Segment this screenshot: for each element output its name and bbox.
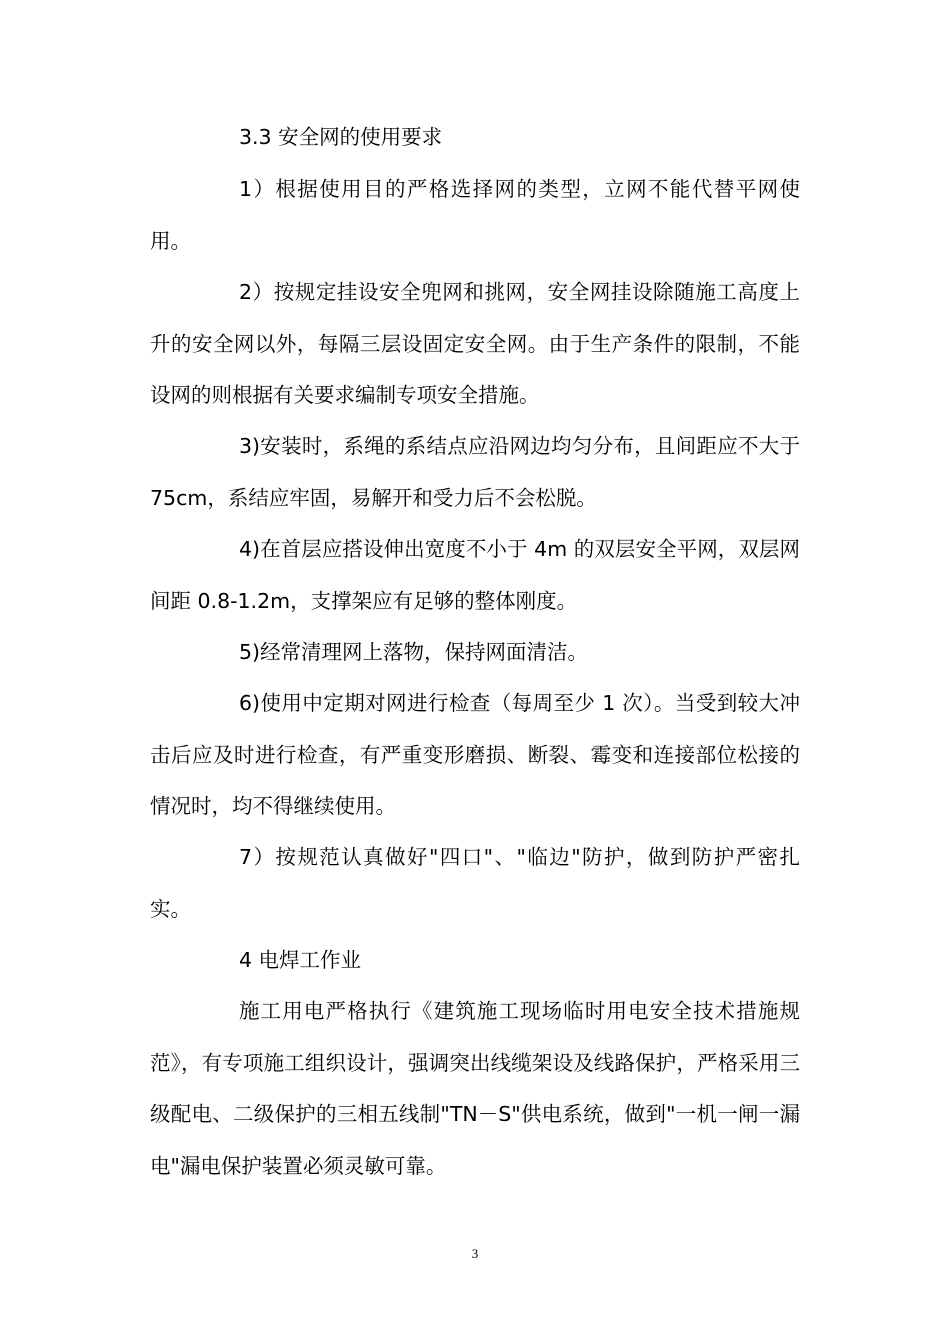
paragraph-item-7: 7）按规范认真做好"四口"、"临边"防护，做到防护严密扎实。 (150, 845, 800, 921)
section-heading-3-3: 3.3 安全网的使用要求 (239, 125, 443, 149)
paragraph-item-3: 3)安装时，系绳的系结点应沿网边均匀分布，且间距应不大于 75cm，系结应牢固，易解开和受力后不会松脱。 (150, 434, 800, 510)
page-number: 3 (471, 1246, 479, 1261)
paragraph-electrical: 施工用电严格执行《建筑施工现场临时用电安全技术措施规范》，有专项施工组织设计，强调突出线缆架设及线路保护，严格采用三级配电、二级保护的三相五线制"TN－S"供电系统，做到"一机一闸一漏电"漏电保护装置必须灵敏可靠。 (150, 999, 800, 1178)
paragraph-item-1: 1）根据使用目的严格选择网的类型，立网不能代替平网使用。 (150, 177, 800, 253)
paragraph-item-2: 2）按规定挂设安全兜网和挑网，安全网挂设除随施工高度上升的安全网以外，每隔三层设固定安全网。由于生产条件的限制，不能设网的则根据有关要求编制专项安全措施。 (150, 280, 800, 407)
paragraph-item-5: 5)经常清理网上落物，保持网面清洁。 (239, 640, 589, 664)
paragraph-item-4: 4)在首层应搭设伸出宽度不小于 4m 的双层安全平网，双层网间距 0.8-1.2m，支撑架应有足够的整体刚度。 (150, 537, 800, 613)
paragraph-item-6: 6)使用中定期对网进行检查（每周至少 1 次）。当受到较大冲击后应及时进行检查，有严重变形磨损、断裂、霉变和连接部位松接的情况时，均不得继续使用。 (150, 691, 800, 818)
section-heading-4: 4 电焊工作业 (239, 948, 362, 972)
